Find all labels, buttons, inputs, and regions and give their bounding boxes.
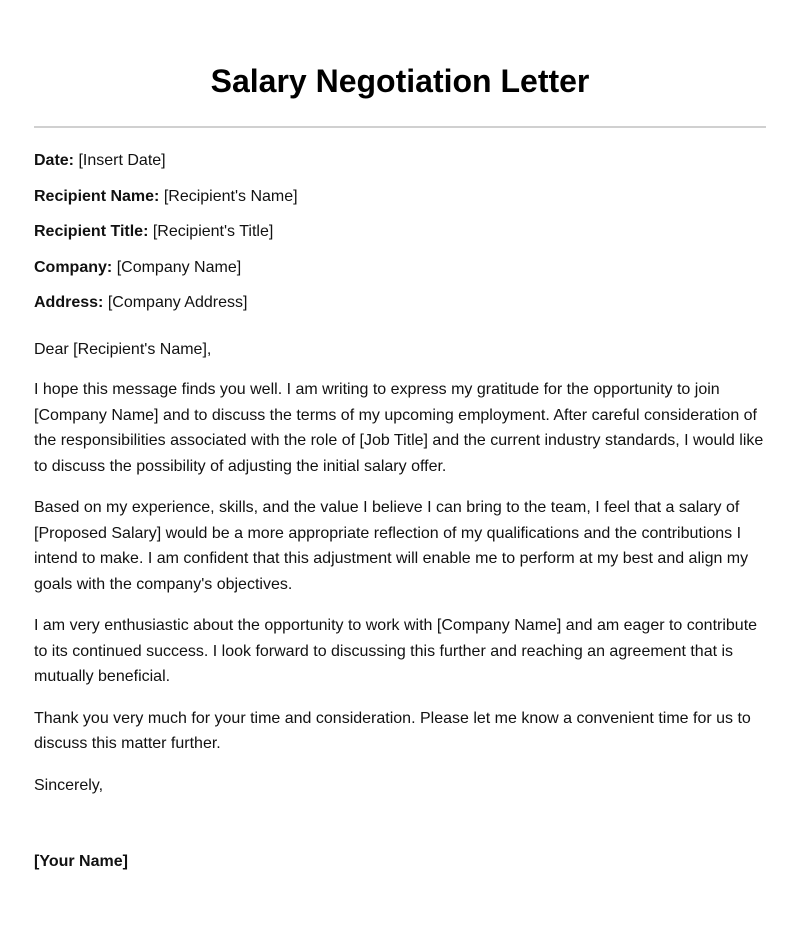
recipient-title-label: Recipient Title:	[34, 223, 149, 240]
address-value: [Company Address]	[107, 294, 248, 311]
header-fields	[34, 151, 766, 313]
page-title: Salary Negotiation Letter	[210, 63, 590, 99]
company-label: Company:	[34, 258, 113, 276]
recipient-title-value: [Recipient's Title]	[152, 223, 274, 240]
address-field	[34, 293, 766, 313]
body-paragraph-2: Based on my experience, skills, and the value I believe I can bring to the team, I feel that a salary of [Proposed Salary] would be a more appropriate reflection of my qualifications and the contributions I intend to make. I am confident that this adjustment will enable me to perform at my best and align my goals with the company's objectives.	[34, 499, 749, 593]
closing: Sincerely,	[34, 776, 104, 794]
company-field	[34, 258, 766, 278]
recipient-name-field	[34, 187, 766, 207]
body-paragraph-1: I hope this message finds you well. I am writing to express my gratitude for the opportunity to join [Company Name] and to discuss the terms of my upcoming employment. After careful consideration of the responsibilities associated with the role of [Job Title] and the current industry standards, I would like to discuss the possibility of adjusting the initial salary offer.	[34, 381, 764, 475]
body-paragraph-3: I am very enthusiastic about the opportunity to work with [Company Name] and am eager to contribute to its continued success. I look forward to discussing this further and reaching an agreement that is mutually beneficial.	[34, 617, 758, 685]
date-field	[34, 151, 766, 171]
address-label: Address:	[34, 294, 104, 311]
recipient-name-label: Recipient Name:	[34, 187, 160, 205]
salutation: Dear [Recipient's Name],	[34, 341, 212, 358]
company-value: [Company Name]	[116, 258, 242, 276]
body-paragraph-4: Thank you very much for your time and consideration. Please let me know a convenient time for us to discuss this matter further.	[34, 709, 751, 752]
recipient-title-field	[34, 222, 766, 242]
date-label: Date:	[34, 152, 75, 169]
signature: [Your Name]	[34, 852, 128, 870]
date-value: [Insert Date]	[78, 152, 166, 169]
recipient-name-value: [Recipient's Name]	[163, 187, 298, 205]
title-divider	[34, 126, 766, 128]
